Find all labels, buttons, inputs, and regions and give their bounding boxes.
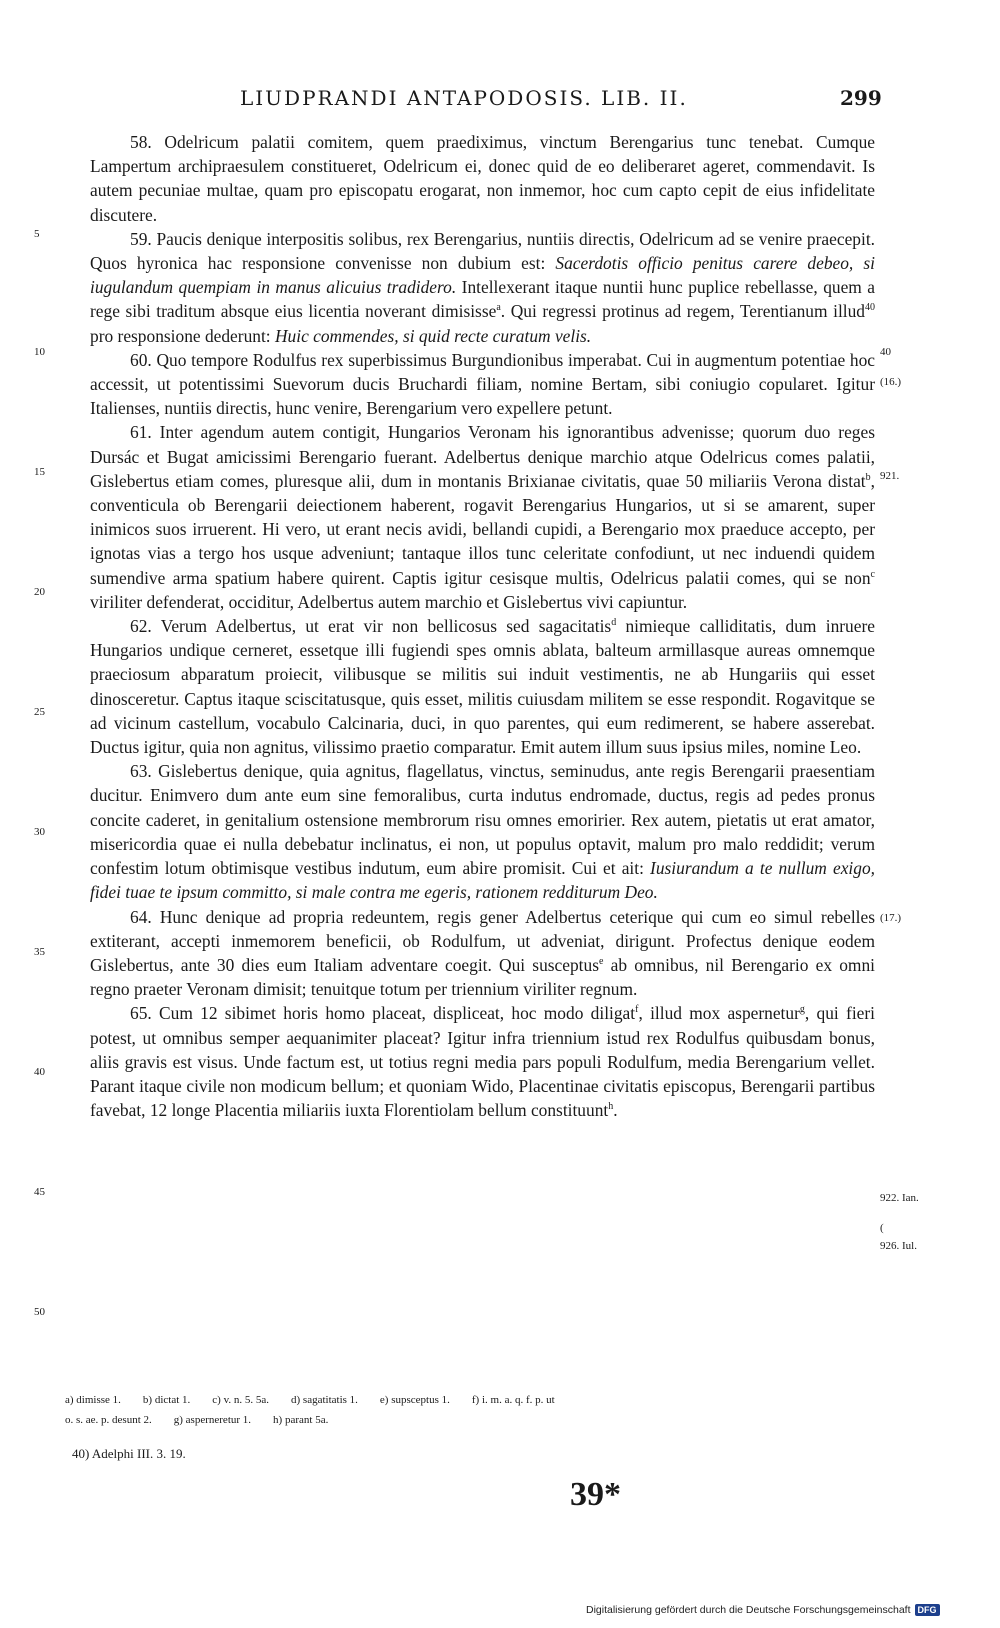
note-reference: d bbox=[611, 617, 617, 629]
text-run: , illud mox aspernetur bbox=[638, 1003, 800, 1024]
footnote: b) dictat 1. bbox=[142, 1394, 191, 1406]
footnote-line bbox=[65, 1410, 895, 1430]
page-header bbox=[0, 86, 1000, 116]
footnote-line bbox=[65, 1390, 895, 1410]
page-number: 299 bbox=[840, 86, 882, 110]
text-run: Intellexerant itaque nuntii hunc puplice rebellasse, quem a rege sibi traditum absque eius licentia noverant dimisisse bbox=[90, 277, 875, 322]
text-run: , conventicula ob Berengarii deiectionem haberent, rogavit Berengarius Hungarios, ut si se amarent, super inimicos suos irruerent. Hi vero, ut erant necis avidi, bellandi cupidi, a Berengario mox praeduce accepto, per ignotas vias a tergo hos usque adveniunt; tantaque illos tunc celeritate confodiunt, ut nec induendi quidem sumendive arma spatium habere quirent. Captis igitur cesisque multis, Odelricus palatii comes, qui se non bbox=[90, 470, 875, 588]
text-run: 60. Quo tempore Rodulfus rex superbissimus Burgundionibus imperabat. Cui in augmentum potentiae hoc accessit, ut potentissimi Suevorum ducis Bruchardi filiam, nomine Bertam, sibi coniugio copularet. Igitur Italienses, nuntiis directis, hunc venire, Berengarium vero expellere petunt. bbox=[90, 349, 875, 419]
margin-note: (16.) bbox=[880, 376, 902, 388]
note-reference: c bbox=[870, 568, 875, 580]
note-reference: e bbox=[598, 956, 604, 968]
text-run: 65. Cum 12 sibimet horis homo placeat, displiceat, hoc modo diligat bbox=[130, 1003, 636, 1024]
text-run: nimieque calliditatis, dum inruere Hungarios undique cerneret, essetque illi fugiendi spes omnis ablata, balteum armillasque aureas omnemque praeciosum abparatum proiecit, vilibusque se militis sui induit vestimentis, ne ab Hungariis qui esset dinosceretur. Captus itaque sciscitatusque, quis esset, militis cuiusdam militem se esse respondit. Rogavitque se ad vicinum castellum, vocabulo Calcinaria, duci, in quo parentes, qui eum redimerent, se habere asserebat. Ductus igitur, quia non agnitus, vilissimo praetio comparatur. Emit autem illum suus ipsius miles, nomine Leo. bbox=[90, 616, 875, 758]
text-run: 59. Paucis denique interpositis solibus, rex Berengarius, nuntiis directis, Odelricum ad se venire praecepit. Quos hyronica hac responsione convenisse non dubium est: bbox=[90, 228, 875, 274]
main-text bbox=[90, 130, 875, 1122]
note-reference: g bbox=[799, 1004, 805, 1016]
text-run: . Qui regressi protinus ad regem, Terentianum illud bbox=[500, 301, 865, 322]
printer-signature: 39* bbox=[570, 1476, 621, 1513]
text-run: pro responsione dederunt: bbox=[90, 325, 275, 346]
paragraph bbox=[90, 905, 875, 1002]
text-run: viriliter defenderat, occiditur, Adelbertus autem marchio et Gislebertus vivi capiuntur. bbox=[90, 591, 688, 612]
margin-note: 922. Ian. bbox=[880, 1192, 919, 1204]
dfg-logo: DFG bbox=[915, 1604, 940, 1616]
italic-text: Sacerdotis officio penitus carere debeo, si iugulandum quempiam in manus alicuius tradidero. bbox=[90, 253, 875, 298]
paragraph bbox=[90, 130, 875, 227]
footnote: e) supsceptus 1. bbox=[379, 1394, 450, 1406]
footnote: c) v. n. 5. 5a. bbox=[212, 1394, 269, 1406]
editor-note: 40) Adelphi III. 3. 19. bbox=[72, 1446, 186, 1461]
paragraph bbox=[90, 348, 875, 421]
italic-text: Huic commendes, si quid recte curatum velis. bbox=[274, 325, 592, 346]
paragraph bbox=[90, 420, 875, 614]
text-run: 58. Odelricum palatii comitem, quem praediximus, vinctum Berengarius tunc tenebat. Cumque Lampertum archipraesulem constitueret, Odelricum ei, donec quid de eo deliberaret ageret, commendavit. Is autem pecuniae multae, quam pro episcopatu erogarat, non inmemor, hoc cum capto cepit de eius infidelitate discutere. bbox=[90, 132, 875, 225]
note-reference: f bbox=[635, 1004, 639, 1016]
digitization-credit bbox=[586, 1604, 940, 1616]
note-reference: 40 bbox=[865, 302, 875, 314]
footnote: h) parant 5a. bbox=[273, 1414, 329, 1426]
margin-note: (17.) bbox=[880, 912, 902, 924]
paragraph bbox=[90, 1001, 875, 1122]
line-number: 25 bbox=[34, 706, 45, 718]
line-number: 20 bbox=[34, 586, 45, 598]
text-run: 62. Verum Adelbertus, ut erat vir non bellicosus sed sagacitatis bbox=[130, 616, 612, 637]
italic-text: Iusiurandum a te nullum exigo, fidei tuae te ipsum committo, si male contra me egeris, rationem redditurum Deo. bbox=[90, 858, 875, 903]
running-title: LIUDPRANDI ANTAPODOSIS. LIB. II. bbox=[240, 86, 688, 110]
line-number: 30 bbox=[34, 826, 45, 838]
paragraph bbox=[90, 759, 875, 904]
footnote: g) asperneretur 1. bbox=[173, 1414, 252, 1426]
note-reference: b bbox=[865, 472, 871, 484]
credit-text: Digitalisierung gefördert durch die Deutsche Forschungsgemeinschaft bbox=[586, 1604, 911, 1616]
line-number: 15 bbox=[34, 466, 45, 478]
text-run: 63. Gislebertus denique, quia agnitus, flagellatus, vinctus, seminudus, ante regis Berengarii praesentiam ducitur. Enimvero dum ante eum sine femoralibus, curta indutus endromade, ductus, regis ad pedes pronus concite caderet, in genitalium ostensione membrorum risu omnes emoririer. Rex autem, pietatis ut erat amator, misericordia quae ei nulla debebatur inclinatus, ei non, ut populus optavit, malum pro malo reddidit; verum confestim lotum obtimisque vestibus indutum, eum abire promisit. Cui et ait: bbox=[90, 761, 875, 879]
margin-note: ( bbox=[880, 1222, 884, 1234]
footnotes bbox=[65, 1390, 895, 1430]
margin-note: 926. Iul. bbox=[880, 1240, 917, 1252]
line-number: 50 bbox=[34, 1306, 45, 1318]
paragraph bbox=[90, 614, 875, 759]
line-number: 5 bbox=[34, 228, 40, 240]
line-number: 45 bbox=[34, 1186, 45, 1198]
margin-note: 921. bbox=[880, 470, 900, 482]
footnote: d) sagatitatis 1. bbox=[291, 1394, 358, 1406]
text-run: 61. Inter agendum autem contigit, Hungarios Veronam his ignorantibus advenisse; quorum duo reges Dursác et Bugat amicissimi Berengario fuerant. Adelbertus denique marchio atque Odelricus comes palatii, Gislebertus etiam comes, pluresque alii, dum in montanis Brixianae civitatis, quae 50 miliariis Verona distat bbox=[90, 422, 875, 491]
margin-note: 40 bbox=[880, 346, 891, 358]
footnote: a) dimisse 1. bbox=[65, 1394, 121, 1406]
note-reference: a bbox=[496, 302, 501, 314]
text-run: . bbox=[613, 1100, 618, 1121]
text-run: 64. Hunc denique ad propria redeuntem, regis gener Adelbertus ceterique qui cum eo simul rebelles extiterant, accepti inmemorem beneficii, ob Rodulfum, ut adveniat, dirigunt. Profectus denique eodem Gislebertus, ante 30 dies eum Italiam adventare coegit. Qui susceptus bbox=[90, 906, 875, 975]
footnote: f) i. m. a. q. f. p. ut bbox=[471, 1394, 555, 1406]
text-run: ab omnibus, nil Berengario ex omni regno praeter Veronam dimisit; tenuitque totum per triennium viriliter regnum. bbox=[90, 954, 875, 1000]
line-number: 10 bbox=[34, 346, 45, 358]
line-number: 40 bbox=[34, 1066, 45, 1078]
footnote: o. s. ae. p. desunt 2. bbox=[65, 1414, 152, 1426]
line-number: 35 bbox=[34, 946, 45, 958]
note-reference: h bbox=[608, 1101, 614, 1113]
text-run: , qui fieri potest, ut omnibus semper aequanimiter placeat? Igitur infra triennium istud rex Rodulfus quibusdam bonus, aliis gravis est visus. Unde factum est, ut totius regni media pars populi Rodulfum, media Berengarium vellet. Parant itaque civile non modicum bellum; et quoniam Wido, Placentinae civitatis episcopus, Berengarii partibus favebat, 12 longe Placentia miliariis iuxta Florentiolam bellum constituunt bbox=[90, 1003, 875, 1121]
paragraph bbox=[90, 227, 875, 348]
